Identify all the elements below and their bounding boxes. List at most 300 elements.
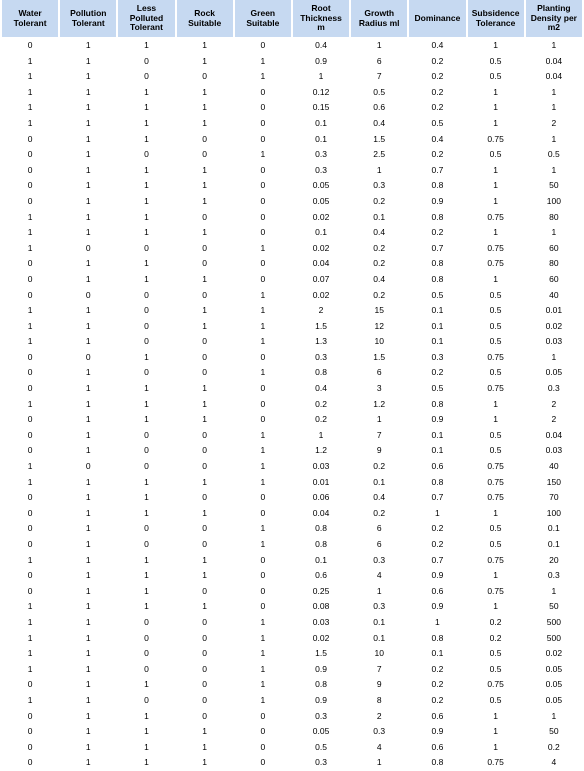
cell-growth-radius: 6 — [376, 539, 382, 549]
cell-water-tolerant: 0 — [27, 164, 33, 175]
cell-subsidence-tolerance: 0.5 — [489, 663, 502, 674]
table-row — [2, 256, 582, 272]
cell-planting-density: 0.1 — [547, 523, 560, 534]
cell-dominance: 0.4 — [431, 40, 444, 50]
cell-subsidence-tolerance: 0.5 — [489, 305, 502, 316]
cell-less-polluted-tolerant: 1 — [144, 570, 149, 581]
cell-dominance: 1 — [435, 507, 440, 518]
cell-rock-suitable: 0 — [202, 429, 208, 440]
cell-green-suitable: 0 — [260, 133, 266, 144]
cell-root-thickness: 0.02 — [312, 242, 330, 253]
cell-less-polluted-tolerant: 1 — [144, 180, 149, 191]
cell-planting-density: 0.05 — [545, 694, 563, 705]
cell-dominance: 0.2 — [431, 679, 444, 690]
cell-less-polluted-tolerant: 0 — [144, 71, 149, 82]
cell-growth-radius: 1 — [376, 164, 382, 175]
cell-subsidence-tolerance: 1 — [493, 86, 498, 97]
cell-water-tolerant: 1 — [27, 632, 33, 643]
cell-water-tolerant: 0 — [27, 351, 33, 362]
column-header-line: Thickness — [300, 12, 342, 23]
cell-subsidence-tolerance: 0.75 — [487, 461, 504, 472]
cell-rock-suitable: 1 — [202, 726, 208, 737]
cell-subsidence-tolerance: 1 — [493, 414, 498, 425]
cell-green-suitable: 0 — [260, 258, 266, 269]
cell-water-tolerant: 0 — [27, 507, 33, 518]
cell-green-suitable: 1 — [260, 461, 266, 472]
cell-water-tolerant: 1 — [27, 398, 33, 409]
cell-rock-suitable: 0 — [202, 149, 208, 160]
cell-subsidence-tolerance: 0.75 — [487, 133, 504, 144]
cell-planting-density: 0.01 — [545, 305, 563, 316]
cell-growth-radius: 0.5 — [373, 86, 386, 97]
cell-rock-suitable: 0 — [202, 445, 208, 456]
cell-less-polluted-tolerant: 1 — [144, 273, 149, 284]
cell-subsidence-tolerance: 0.75 — [487, 554, 504, 565]
cell-subsidence-tolerance: 1 — [493, 227, 498, 238]
column-header-line: Tolerance — [475, 17, 516, 28]
table-row — [2, 100, 582, 116]
column-header-growth-radius — [351, 0, 407, 38]
cell-root-thickness: 0.05 — [312, 180, 330, 191]
cell-green-suitable: 1 — [260, 336, 266, 347]
cell-green-suitable: 0 — [260, 585, 266, 596]
cell-dominance: 0.2 — [431, 367, 444, 378]
cell-root-thickness: 0.06 — [312, 492, 330, 503]
cell-water-tolerant: 0 — [27, 523, 33, 534]
cell-green-suitable: 0 — [260, 554, 266, 565]
cell-root-thickness: 0.9 — [315, 663, 327, 674]
header-row — [2, 0, 582, 38]
table-row — [2, 755, 582, 771]
cell-root-thickness: 0.01 — [312, 476, 330, 487]
cell-dominance: 0.5 — [431, 289, 444, 300]
cell-growth-radius: 0.4 — [373, 492, 386, 503]
cell-green-suitable: 1 — [260, 242, 266, 253]
cell-root-thickness: 0.15 — [312, 102, 330, 113]
cell-pollution-tolerant: 1 — [85, 195, 91, 206]
table-row — [2, 350, 582, 366]
cell-root-thickness: 0.2 — [315, 414, 327, 425]
cell-growth-radius: 1.5 — [373, 133, 386, 144]
table-row — [2, 677, 582, 693]
cell-green-suitable: 0 — [260, 726, 266, 737]
cell-pollution-tolerant: 0 — [85, 289, 91, 300]
table-row — [2, 506, 582, 522]
cell-subsidence-tolerance: 0.5 — [489, 694, 502, 705]
cell-planting-density: 50 — [549, 601, 559, 612]
cell-water-tolerant: 1 — [27, 102, 33, 113]
cell-root-thickness: 0.3 — [315, 164, 327, 175]
cell-less-polluted-tolerant: 1 — [144, 741, 149, 752]
cell-subsidence-tolerance: 1 — [493, 710, 498, 721]
column-header-less-polluted-tolerant — [118, 0, 174, 38]
column-header-line: m — [317, 22, 325, 33]
column-header-line: Suitable — [188, 17, 222, 28]
cell-pollution-tolerant: 1 — [85, 601, 91, 612]
cell-planting-density: 1 — [551, 710, 557, 721]
cell-planting-density: 0.04 — [545, 71, 563, 82]
column-header-dominance — [409, 0, 465, 38]
cell-green-suitable: 0 — [260, 227, 266, 238]
cell-root-thickness: 1 — [318, 429, 324, 440]
table-row — [2, 662, 582, 678]
cell-less-polluted-tolerant: 1 — [144, 133, 149, 144]
cell-growth-radius: 1 — [376, 414, 382, 425]
cell-less-polluted-tolerant: 1 — [144, 211, 149, 222]
cell-planting-density: 50 — [549, 180, 559, 191]
cell-growth-radius: 1 — [376, 585, 382, 596]
cell-rock-suitable: 0 — [202, 663, 208, 674]
cell-rock-suitable: 0 — [202, 351, 208, 362]
cell-green-suitable: 0 — [260, 507, 266, 518]
cell-pollution-tolerant: 1 — [85, 305, 91, 316]
cell-less-polluted-tolerant: 0 — [144, 367, 149, 378]
cell-water-tolerant: 0 — [27, 585, 33, 596]
cell-dominance: 0.7 — [431, 554, 444, 565]
cell-less-polluted-tolerant: 1 — [144, 585, 149, 596]
table-row — [2, 272, 582, 288]
cell-rock-suitable: 1 — [202, 55, 208, 66]
cell-rock-suitable: 0 — [202, 710, 208, 721]
cell-rock-suitable: 0 — [202, 258, 208, 269]
cell-pollution-tolerant: 1 — [85, 164, 91, 175]
cell-root-thickness: 0.4 — [315, 383, 327, 394]
cell-green-suitable: 0 — [260, 570, 266, 581]
column-header-water-tolerant — [2, 0, 58, 38]
cell-rock-suitable: 0 — [202, 632, 208, 643]
cell-water-tolerant: 0 — [27, 741, 33, 752]
cell-growth-radius: 0.1 — [373, 211, 386, 222]
cell-subsidence-tolerance: 1 — [493, 164, 498, 175]
cell-water-tolerant: 1 — [27, 227, 33, 238]
cell-less-polluted-tolerant: 1 — [144, 102, 149, 113]
cell-green-suitable: 1 — [260, 648, 266, 659]
cell-green-suitable: 0 — [260, 195, 266, 206]
cell-water-tolerant: 0 — [27, 757, 33, 768]
column-header-line: Green — [250, 8, 276, 18]
cell-green-suitable: 0 — [260, 86, 266, 97]
cell-root-thickness: 0.8 — [315, 367, 327, 378]
cell-water-tolerant: 1 — [27, 461, 33, 472]
cell-rock-suitable: 1 — [202, 741, 208, 752]
cell-pollution-tolerant: 1 — [85, 429, 91, 440]
table-row — [2, 210, 582, 226]
cell-root-thickness: 0.9 — [315, 694, 327, 705]
cell-subsidence-tolerance: 0.5 — [489, 55, 502, 66]
cell-rock-suitable: 0 — [202, 133, 208, 144]
cell-green-suitable: 0 — [260, 414, 266, 425]
cell-pollution-tolerant: 1 — [85, 523, 91, 534]
column-header-line: Tolerant — [71, 17, 105, 28]
cell-water-tolerant: 1 — [27, 554, 33, 565]
cell-subsidence-tolerance: 1 — [493, 726, 498, 737]
cell-pollution-tolerant: 1 — [85, 632, 91, 643]
column-header-rock-suitable — [177, 0, 233, 38]
cell-green-suitable: 0 — [260, 398, 266, 409]
cell-growth-radius: 0.3 — [373, 180, 386, 191]
cell-rock-suitable: 1 — [202, 273, 208, 284]
cell-pollution-tolerant: 1 — [85, 507, 91, 518]
cell-less-polluted-tolerant: 0 — [144, 305, 149, 316]
cell-dominance: 0.8 — [431, 180, 444, 191]
table-row — [2, 319, 582, 335]
cell-water-tolerant: 0 — [27, 726, 33, 737]
cell-root-thickness: 0.4 — [315, 40, 327, 50]
table-row — [2, 178, 582, 194]
cell-green-suitable: 1 — [260, 694, 266, 705]
cell-rock-suitable: 0 — [202, 367, 208, 378]
cell-dominance: 0.7 — [431, 164, 444, 175]
cell-pollution-tolerant: 0 — [85, 351, 91, 362]
cell-water-tolerant: 1 — [27, 86, 33, 97]
cell-rock-suitable: 1 — [202, 601, 208, 612]
cell-growth-radius: 12 — [374, 320, 384, 331]
cell-water-tolerant: 0 — [27, 492, 33, 503]
cell-rock-suitable: 1 — [202, 180, 208, 191]
cell-rock-suitable: 1 — [202, 305, 208, 316]
cell-root-thickness: 0.5 — [315, 741, 327, 752]
cell-subsidence-tolerance: 0.2 — [489, 616, 502, 627]
table-row — [2, 693, 582, 709]
cell-subsidence-tolerance: 0.75 — [487, 351, 504, 362]
cell-growth-radius: 10 — [374, 336, 384, 347]
cell-green-suitable: 1 — [260, 679, 266, 690]
cell-pollution-tolerant: 1 — [85, 694, 91, 705]
cell-planting-density: 1 — [551, 133, 557, 144]
cell-pollution-tolerant: 1 — [85, 133, 91, 144]
cell-growth-radius: 0.2 — [373, 242, 386, 253]
cell-planting-density: 0.3 — [547, 383, 560, 394]
cell-pollution-tolerant: 1 — [85, 648, 91, 659]
column-header-root-thickness — [293, 0, 349, 38]
cell-water-tolerant: 1 — [27, 663, 33, 674]
cell-green-suitable: 0 — [260, 273, 266, 284]
cell-less-polluted-tolerant: 1 — [144, 164, 149, 175]
cell-planting-density: 2 — [551, 117, 557, 128]
cell-water-tolerant: 0 — [27, 383, 33, 394]
table-row — [2, 225, 582, 241]
cell-green-suitable: 1 — [260, 149, 266, 160]
cell-water-tolerant: 0 — [27, 195, 33, 206]
cell-green-suitable: 0 — [260, 164, 266, 175]
cell-growth-radius: 0.1 — [373, 476, 386, 487]
cell-dominance: 0.5 — [431, 383, 444, 394]
column-header-line: Root — [311, 3, 331, 14]
cell-subsidence-tolerance: 0.75 — [487, 585, 504, 596]
cell-growth-radius: 4 — [376, 741, 382, 752]
table-row — [2, 724, 582, 740]
cell-planting-density: 0.3 — [547, 570, 560, 581]
cell-dominance: 0.6 — [431, 710, 444, 721]
cell-subsidence-tolerance: 0.5 — [489, 648, 502, 659]
cell-water-tolerant: 1 — [27, 305, 33, 316]
cell-pollution-tolerant: 1 — [85, 149, 91, 160]
table-row — [2, 615, 582, 631]
cell-subsidence-tolerance: 1 — [493, 40, 498, 50]
cell-less-polluted-tolerant: 1 — [144, 554, 149, 565]
cell-dominance: 0.2 — [431, 227, 444, 238]
cell-pollution-tolerant: 1 — [85, 492, 91, 503]
cell-subsidence-tolerance: 1 — [493, 601, 498, 612]
table-row — [2, 412, 582, 428]
cell-water-tolerant: 0 — [27, 273, 33, 284]
cell-planting-density: 0.1 — [547, 539, 560, 549]
cell-water-tolerant: 1 — [27, 476, 33, 487]
cell-planting-density: 40 — [549, 461, 559, 472]
cell-planting-density: 500 — [546, 632, 561, 643]
cell-rock-suitable: 1 — [202, 320, 208, 331]
cell-dominance: 0.8 — [431, 398, 444, 409]
cell-dominance: 0.6 — [431, 461, 444, 472]
column-header-line: Water — [18, 8, 42, 18]
cell-dominance: 0.8 — [431, 476, 444, 487]
table-row — [2, 584, 582, 600]
cell-pollution-tolerant: 0 — [85, 242, 91, 253]
cell-green-suitable: 0 — [260, 383, 266, 394]
cell-dominance: 0.9 — [431, 726, 444, 737]
cell-water-tolerant: 0 — [27, 539, 33, 549]
table-row — [2, 381, 582, 397]
cell-planting-density: 0.02 — [545, 648, 563, 659]
cell-pollution-tolerant: 1 — [85, 117, 91, 128]
cell-pollution-tolerant: 1 — [85, 414, 91, 425]
table-row — [2, 740, 582, 756]
cell-root-thickness: 0.03 — [312, 616, 330, 627]
cell-water-tolerant: 1 — [27, 55, 33, 66]
cell-root-thickness: 0.6 — [315, 570, 327, 581]
cell-planting-density: 100 — [546, 507, 561, 518]
cell-dominance: 0.2 — [431, 102, 444, 113]
cell-subsidence-tolerance: 0.5 — [489, 445, 502, 456]
cell-rock-suitable: 0 — [202, 616, 208, 627]
cell-dominance: 0.9 — [431, 414, 444, 425]
cell-water-tolerant: 1 — [27, 601, 33, 612]
cell-dominance: 0.2 — [431, 539, 444, 549]
column-header-line: Pollution — [70, 8, 107, 18]
cell-less-polluted-tolerant: 0 — [144, 663, 149, 674]
cell-pollution-tolerant: 1 — [85, 554, 91, 565]
cell-dominance: 0.8 — [431, 273, 444, 284]
cell-green-suitable: 0 — [260, 102, 266, 113]
cell-less-polluted-tolerant: 1 — [144, 726, 149, 737]
column-header-line: Planting — [537, 3, 571, 14]
cell-root-thickness: 1 — [318, 71, 324, 82]
cell-less-polluted-tolerant: 1 — [144, 398, 149, 409]
cell-water-tolerant: 0 — [27, 367, 33, 378]
cell-growth-radius: 7 — [376, 71, 382, 82]
cell-green-suitable: 1 — [260, 320, 266, 331]
cell-root-thickness: 0.1 — [315, 117, 327, 128]
cell-green-suitable: 1 — [260, 539, 266, 549]
cell-growth-radius: 0.4 — [373, 273, 386, 284]
cell-dominance: 0.2 — [431, 694, 444, 705]
cell-green-suitable: 0 — [260, 117, 266, 128]
cell-pollution-tolerant: 1 — [85, 320, 91, 331]
cell-root-thickness: 1.3 — [315, 336, 327, 347]
cell-dominance: 0.9 — [431, 601, 444, 612]
cell-dominance: 0.1 — [431, 320, 444, 331]
cell-planting-density: 1 — [551, 164, 557, 175]
table-row — [2, 397, 582, 413]
cell-planting-density: 4 — [551, 757, 557, 768]
cell-rock-suitable: 1 — [202, 398, 208, 409]
cell-growth-radius: 0.2 — [373, 289, 386, 300]
cell-pollution-tolerant: 1 — [85, 180, 91, 191]
cell-growth-radius: 1 — [376, 757, 382, 768]
cell-root-thickness: 0.05 — [312, 726, 330, 737]
cell-planting-density: 1 — [551, 227, 557, 238]
cell-dominance: 0.8 — [431, 258, 444, 269]
cell-dominance: 0.7 — [431, 492, 444, 503]
table-row — [2, 428, 582, 444]
table-row — [2, 646, 582, 662]
cell-subsidence-tolerance: 0.75 — [487, 211, 504, 222]
cell-green-suitable: 0 — [260, 40, 266, 50]
cell-growth-radius: 0.4 — [373, 117, 386, 128]
cell-subsidence-tolerance: 0.5 — [489, 320, 502, 331]
cell-planting-density: 2 — [551, 398, 557, 409]
cell-less-polluted-tolerant: 1 — [144, 40, 149, 50]
cell-planting-density: 0.5 — [547, 149, 560, 160]
cell-growth-radius: 3 — [376, 383, 382, 394]
cell-root-thickness: 0.3 — [315, 757, 327, 768]
cell-rock-suitable: 1 — [202, 102, 208, 113]
cell-less-polluted-tolerant: 1 — [144, 757, 149, 768]
cell-green-suitable: 1 — [260, 523, 266, 534]
table-row — [2, 288, 582, 304]
cell-pollution-tolerant: 1 — [85, 710, 91, 721]
table-row — [2, 365, 582, 381]
table-row — [2, 116, 582, 132]
cell-growth-radius: 2 — [376, 710, 382, 721]
cell-rock-suitable: 1 — [202, 117, 208, 128]
cell-dominance: 0.8 — [431, 757, 444, 768]
cell-subsidence-tolerance: 1 — [493, 507, 498, 518]
cell-root-thickness: 0.12 — [312, 86, 330, 97]
cell-water-tolerant: 1 — [27, 616, 33, 627]
cell-root-thickness: 0.25 — [312, 585, 330, 596]
cell-dominance: 1 — [435, 616, 440, 627]
cell-water-tolerant: 0 — [27, 679, 33, 690]
cell-less-polluted-tolerant: 0 — [144, 445, 149, 456]
cell-planting-density: 20 — [549, 554, 559, 565]
cell-rock-suitable: 0 — [202, 289, 208, 300]
cell-growth-radius: 0.6 — [373, 102, 386, 113]
cell-rock-suitable: 1 — [202, 554, 208, 565]
cell-pollution-tolerant: 1 — [85, 211, 91, 222]
cell-pollution-tolerant: 1 — [85, 336, 91, 347]
cell-subsidence-tolerance: 0.75 — [487, 258, 504, 269]
cell-growth-radius: 6 — [376, 55, 382, 66]
column-header-line: Dominance — [414, 12, 461, 23]
cell-root-thickness: 0.8 — [315, 523, 327, 534]
cell-rock-suitable: 0 — [202, 539, 208, 549]
column-header-line: m2 — [547, 22, 560, 33]
cell-growth-radius: 9 — [376, 679, 382, 690]
cell-water-tolerant: 1 — [27, 336, 33, 347]
cell-planting-density: 150 — [546, 476, 561, 487]
cell-planting-density: 60 — [549, 242, 559, 253]
cell-pollution-tolerant: 1 — [85, 227, 91, 238]
cell-root-thickness: 0.02 — [312, 211, 330, 222]
cell-planting-density: 1 — [551, 40, 557, 50]
cell-green-suitable: 0 — [260, 601, 266, 612]
cell-subsidence-tolerance: 0.2 — [489, 632, 502, 643]
cell-green-suitable: 1 — [260, 476, 266, 487]
column-header-line: Growth — [364, 8, 395, 18]
cell-growth-radius: 6 — [376, 523, 382, 534]
cell-growth-radius: 7 — [376, 429, 382, 440]
